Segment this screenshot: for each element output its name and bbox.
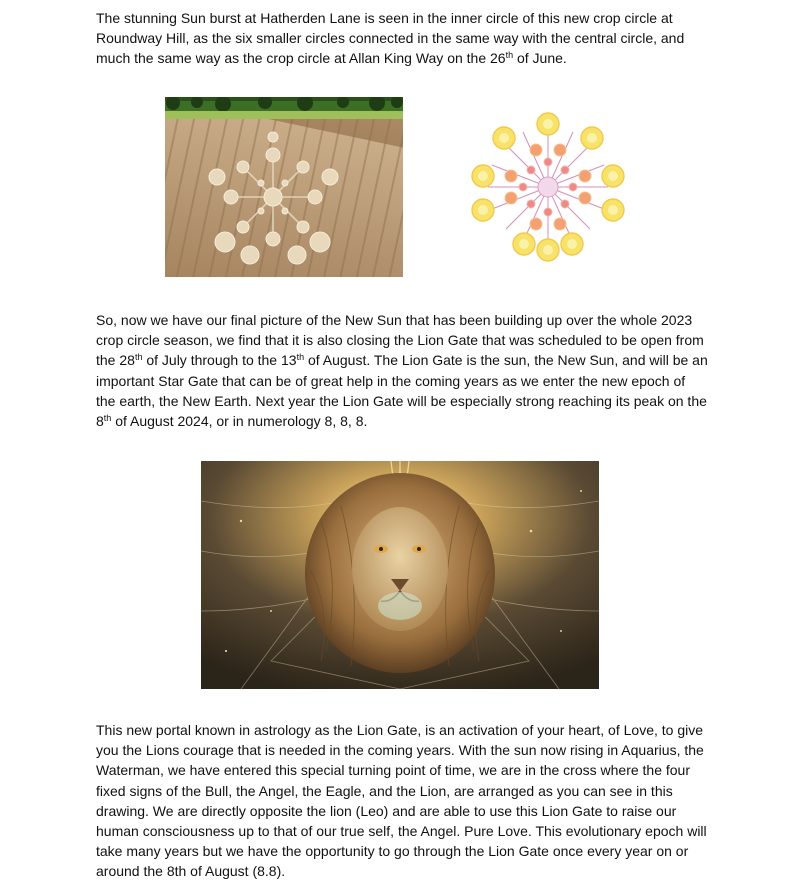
p1-text-end: of June. — [513, 50, 567, 67]
paragraph-lion-gate — [96, 310, 708, 431]
p2-text-3: of August. The Lion Gate is the sun, the New Sun, and will be an important Star Gate that can be of great help in the coming years as we enter the new epoch of the earth, the New Earth. Next year the Lion Gate will be especially strong reaching its peak on the 8 — [96, 352, 708, 430]
p1-text: The stunning Sun burst at Hatherden Lane is seen in the inner circle of this new crop circle at Roundway Hill, as the six smaller circles connected in the same way with the central circle, and much the same way as the crop circle at Allan King Way on the 26 — [96, 10, 685, 67]
new-sun-diagram — [468, 110, 628, 265]
p1-ordinal: th — [505, 50, 514, 61]
p2-text-2: of July through to the 13 — [142, 352, 297, 369]
p2-text-1: So, now we have our final picture of the New Sun that has been building up over the whole 2023 crop circle season, we find that it is also closing the Lion Gate that was scheduled to be open from the 28 — [96, 312, 704, 369]
p2-ordinal-3: th — [103, 413, 112, 424]
paragraph-crop-circle-intro — [96, 8, 708, 69]
crop-circle-field-photo — [165, 97, 403, 277]
p2-ordinal-2: th — [296, 352, 305, 363]
p2-text-4: of August 2024, or in numerology 8, 8, 8. — [111, 413, 368, 430]
paragraph-lion-gate-portal: This new portal known in astrology as the Lion Gate, is an activation of your heart, of Love, to give you the Lions courage that is needed in the coming years. With the sun now rising in Aquarius, the Waterman, we have entered this special turning point of time, we are in the cross where the four fixed signs of the Bull, the Angel, the Eagle, and the Lion, are arranged as you can see in this drawing. We are directly opposite the lion (Leo) and are able to use this Lion Gate to raise our human consciousness up to that of our true self, the Angel. Pure Love. This evolutionary epoch will take many years but we have the opportunity to go through the Lion Gate once every year on or around the 8th of August (8.8). — [96, 722, 707, 880]
p2-ordinal-1: th — [134, 352, 143, 363]
lion-gate-illustration — [201, 461, 599, 689]
